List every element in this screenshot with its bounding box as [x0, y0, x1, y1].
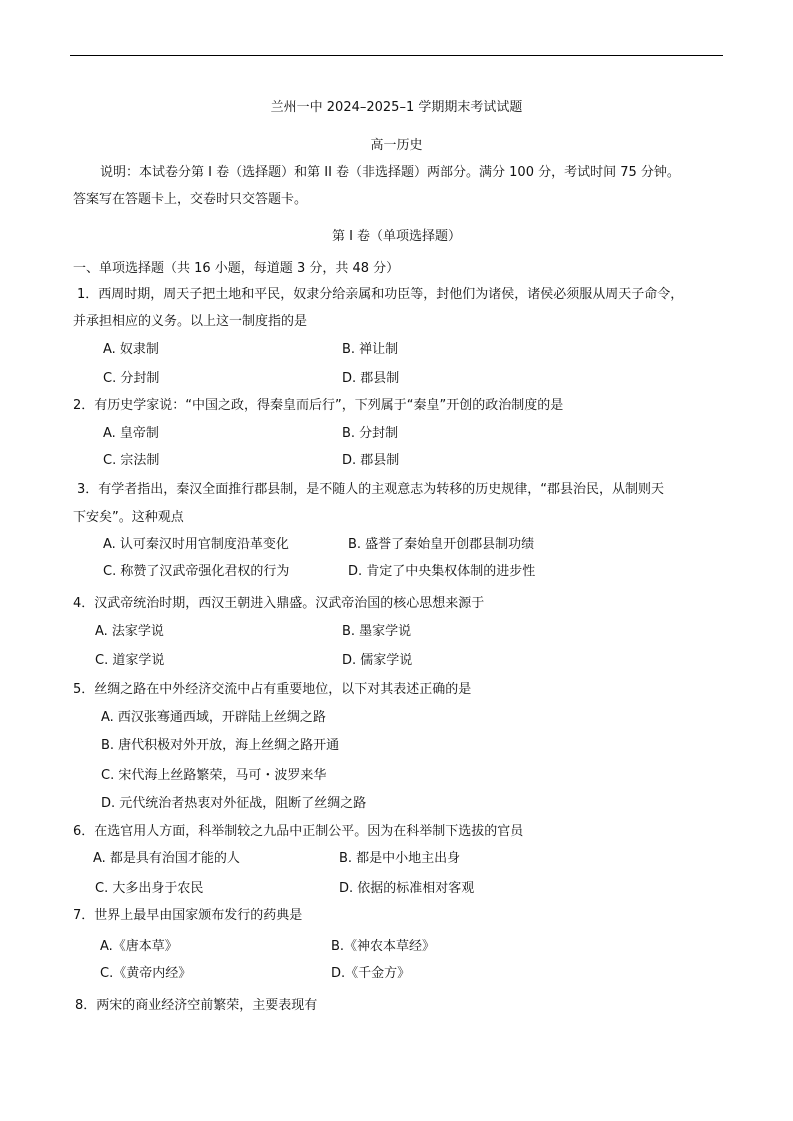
question-2-option-b[interactable]: B. 分封制 — [342, 426, 399, 441]
question-4-option-a[interactable]: A. 法家学说 — [95, 624, 164, 639]
instructions-line-2: 答案写在答题卡上，交卷时只交答题卡。 — [73, 192, 308, 207]
question-7-option-c[interactable]: C.《黄帝内经》 — [100, 966, 192, 981]
question-1-option-a[interactable]: A. 奴隶制 — [103, 342, 159, 357]
question-1-option-c[interactable]: C. 分封制 — [103, 371, 160, 386]
question-1-stem-line-2: 并承担相应的义务。以上这一制度指的是 — [73, 314, 308, 329]
question-2-option-c[interactable]: C. 宗法制 — [103, 453, 160, 468]
question-6-option-a[interactable]: A. 都是具有治国才能的人 — [93, 851, 240, 866]
question-3-option-b[interactable]: B. 盛誉了秦始皇开创郡县制功绩 — [348, 537, 535, 552]
question-5-stem: 5．丝绸之路在中外经济交流中占有重要地位，以下对其表述正确的是 — [73, 682, 472, 697]
question-6-option-c[interactable]: C. 大多出身于农民 — [95, 881, 204, 896]
question-4-option-b[interactable]: B. 墨家学说 — [342, 624, 412, 639]
question-5-option-d[interactable]: D. 元代统治者热衷对外征战，阻断了丝绸之路 — [101, 796, 367, 811]
question-5-option-b[interactable]: B. 唐代积极对外开放，海上丝绸之路开通 — [101, 738, 340, 753]
question-3-option-a[interactable]: A. 认可秦汉时用官制度沿革变化 — [103, 537, 289, 552]
instructions-line-1: 说明：本试卷分第 I 卷（选择题）和第 II 卷（非选择题）两部分。满分 100 分，考试时间 75 分钟。 — [100, 165, 680, 180]
question-2-option-a[interactable]: A. 皇帝制 — [103, 426, 159, 441]
question-3-option-d[interactable]: D. 肯定了中央集权体制的进步性 — [348, 564, 536, 579]
question-7-option-d[interactable]: D.《千金方》 — [331, 966, 411, 981]
question-6-stem: 6．在选官用人方面，科举制较之九品中正制公平。因为在科举制下选拔的官员 — [73, 824, 524, 839]
question-7-option-b[interactable]: B.《神农本草经》 — [331, 939, 436, 954]
question-2-option-d[interactable]: D. 郡县制 — [342, 453, 400, 468]
question-8-stem: 8．两宋的商业经济空前繁荣，主要表现有 — [75, 998, 318, 1013]
section-heading: 一、单项选择题（共 16 小题，每道题 3 分，共 48 分） — [73, 261, 400, 276]
question-4-stem: 4．汉武帝统治时期，西汉王朝进入鼎盛。汉武帝治国的核心思想来源于 — [73, 596, 485, 611]
question-1-option-d[interactable]: D. 郡县制 — [342, 371, 400, 386]
subject-title: 高一历史 — [370, 138, 423, 153]
question-3-stem-line-2: 下安矣”。这种观点 — [73, 510, 184, 525]
part-title: 第 I 卷（单项选择题） — [331, 229, 462, 244]
header-rule — [70, 55, 723, 56]
exam-title: 兰州一中 2024–2025–1 学期期末考试试题 — [270, 100, 523, 115]
question-7-stem: 7．世界上最早由国家颁布发行的药典是 — [73, 908, 303, 923]
question-1-option-b[interactable]: B. 禅让制 — [342, 342, 399, 357]
question-5-option-c[interactable]: C. 宋代海上丝路繁荣，马可・波罗来华 — [101, 768, 327, 783]
question-4-option-c[interactable]: C. 道家学说 — [95, 653, 165, 668]
question-6-option-b[interactable]: B. 都是中小地主出身 — [339, 851, 461, 866]
question-6-option-d[interactable]: D. 依据的标准相对客观 — [339, 881, 475, 896]
question-3-option-c[interactable]: C. 称赞了汉武帝强化君权的行为 — [103, 564, 290, 579]
question-2-stem: 2．有历史学家说：“中国之政，得秦皇而后行”，下列属于“秦皇”开创的政治制度的是 — [73, 398, 564, 413]
question-3-stem-line-1: 3．有学者指出，秦汉全面推行郡县制，是不随人的主观意志为转移的历史规律，“郡县治民，从制则天 — [77, 482, 665, 497]
question-4-option-d[interactable]: D. 儒家学说 — [342, 653, 413, 668]
question-7-option-a[interactable]: A.《唐本草》 — [100, 939, 178, 954]
question-1-stem-line-1: 1．西周时期，周天子把土地和平民，奴隶分给亲属和功臣等，封他们为诸侯，诸侯必须服从周天子命令， — [77, 287, 684, 302]
question-5-option-a[interactable]: A. 西汉张骞通西域，开辟陆上丝绸之路 — [101, 710, 326, 725]
